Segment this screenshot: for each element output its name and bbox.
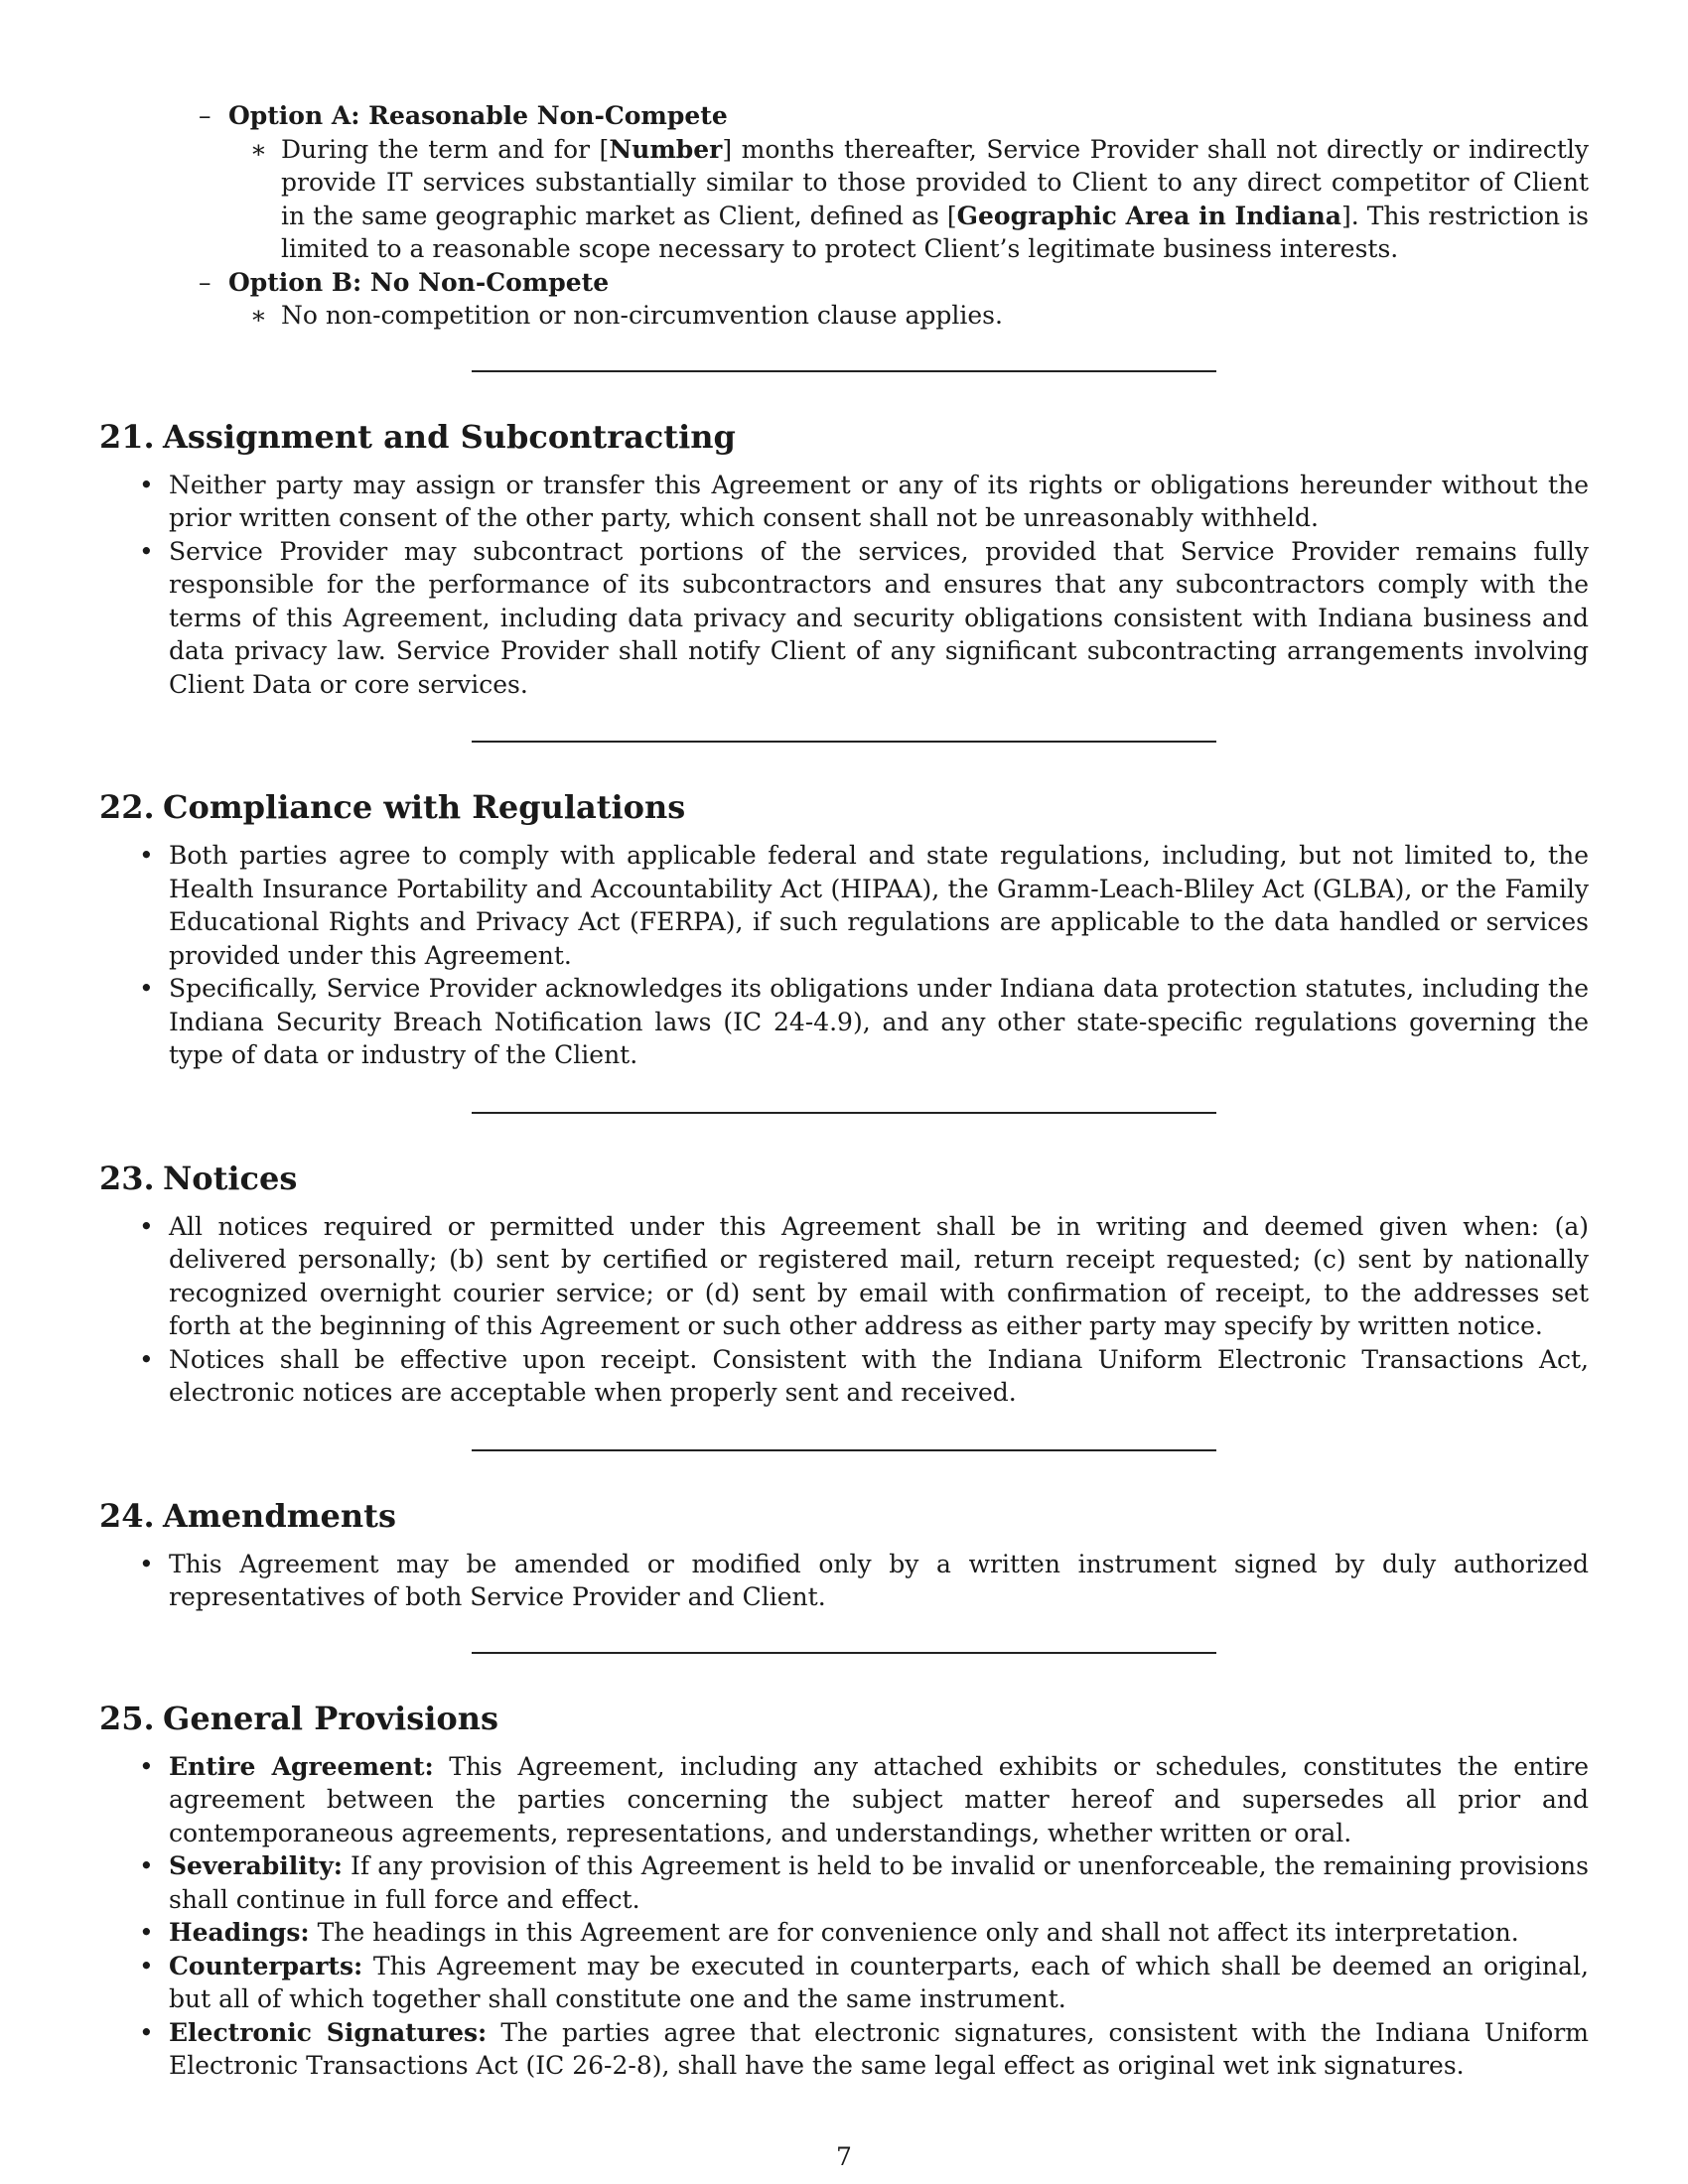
page-content: [99, 99, 1589, 2083]
section-25-list: [99, 1750, 1589, 2083]
list-item: [99, 469, 1589, 535]
section-23-list: [99, 1210, 1589, 1410]
section-number: 23.: [99, 1159, 155, 1197]
star-marker: ∗: [250, 134, 267, 164]
list-item: [99, 972, 1589, 1072]
section-number: 24.: [99, 1496, 155, 1535]
section-number: 21.: [99, 417, 155, 456]
option-a-heading: [99, 99, 1589, 133]
list-item-text: Neither party may assign or transfer this Agreement or any of its rights or obligations hereunder without the prior written consent of the other party, which consent shall not be unreasonably withheld.: [169, 470, 1589, 532]
provision-label: Headings:: [169, 1918, 310, 1947]
list-item-text: Specifically, Service Provider acknowledges its obligations under Indiana data protection statutes, including the Indiana Security Breach Notification laws (IC 24-4.9), and any other state-specific regulations governing the type of data or industry of the Client.: [169, 974, 1589, 1069]
bullet-marker: •: [139, 1918, 154, 1947]
section-title: Compliance with Regulations: [163, 788, 686, 826]
section-number: 22.: [99, 788, 155, 826]
list-item: [99, 535, 1589, 702]
section-divider: [472, 741, 1216, 743]
list-item-counterparts: [99, 1950, 1589, 2016]
provision-text: The parties agree that electronic signatures, consistent with the Indiana Uniform Electronic Transactions Act (IC 26-2-8), shall have the same legal effect as original wet ink signatures.: [169, 2017, 1590, 2080]
list-item-text: Service Provider may subcontract portions of the services, provided that Service Provider remains fully responsible for the performance of its subcontractors and ensures that any subcontractors comply with the terms of this Agreement, including data privacy and security obligations consistent with Indiana business and data privacy law. Service Provider shall notify Client of any significant subcontracting arrangements involving Client Data or core services.: [169, 536, 1589, 699]
section-25-heading: [99, 1699, 1589, 1738]
section-22-list: [99, 839, 1589, 1072]
provision-text: This Agreement may be executed in counterparts, each of which shall be deemed an original, but all of which together shall constitute one and the same instrument.: [169, 1951, 1589, 2013]
option-a-text-2: ] months thereafter, Service Provider shall not directly or indirectly provide IT services substantially similar to those provided to Client to any direct competitor of Client in the same geographic market as Client, defined as [: [281, 134, 1589, 230]
option-a-placeholder-area: Geographic Area in Indiana: [956, 201, 1341, 230]
provision-text: The headings in this Agreement are for convenience only and shall not affect its interpretation.: [309, 1918, 1519, 1947]
bullet-marker: •: [139, 1851, 154, 1880]
list-item-electronic-signatures: [99, 2016, 1589, 2083]
section-divider: [472, 1652, 1216, 1654]
bullet-marker: •: [139, 1344, 154, 1374]
list-item: [99, 839, 1589, 972]
bullet-marker: •: [139, 470, 154, 499]
section-divider: [472, 370, 1216, 372]
option-a-title: Option A: Reasonable Non-Compete: [228, 101, 728, 130]
bullet-marker: •: [139, 1751, 154, 1781]
star-marker: ∗: [250, 301, 267, 330]
option-b-title: Option B: No Non-Compete: [228, 267, 610, 297]
section-title: Notices: [163, 1159, 298, 1197]
bullet-marker: •: [139, 1211, 154, 1241]
provision-text: This Agreement, including any attached exhibits or schedules, constitutes the entire agreement between the parties concerning the subject matter hereof and supersedes all prior and contemporaneous agreements, representations, and understandings, whether written or oral.: [169, 1751, 1589, 1847]
provision-text: If any provision of this Agreement is held to be invalid or unenforceable, the remaining provisions shall continue in full force and effect.: [169, 1851, 1589, 1914]
list-item-text: This Agreement may be amended or modified only by a written instrument signed by duly authorized representatives of both Service Provider and Client.: [169, 1549, 1589, 1611]
list-item-text: Both parties agree to comply with applicable federal and state regulations, including, but not limited to, the Health Insurance Portability and Accountability Act (HIPAA), the Gramm-Leach-Bliley Act (GLBA), or the Family Educational Rights and Privacy Act (FERPA), if such regulations are applicable to the data handled or services provided under this Agreement.: [169, 841, 1589, 970]
list-item-entire-agreement: [99, 1750, 1589, 1850]
section-number: 25.: [99, 1699, 155, 1737]
section-divider: [472, 1449, 1216, 1451]
option-b-text: No non-competition or non-circumvention clause applies.: [281, 301, 1003, 330]
option-b-heading: [99, 266, 1589, 300]
section-title: General Provisions: [163, 1699, 499, 1737]
bullet-marker: •: [139, 841, 154, 870]
list-item-text: Notices shall be effective upon receipt. Consistent with the Indiana Uniform Electronic Transactions Act, electronic notices are acceptable when properly sent and received.: [169, 1344, 1589, 1407]
provision-label: Entire Agreement:: [169, 1751, 434, 1781]
bullet-marker: •: [139, 974, 154, 1003]
section-title: Assignment and Subcontracting: [163, 417, 736, 456]
bullet-marker: •: [139, 2017, 154, 2047]
section-title: Amendments: [163, 1496, 396, 1535]
list-item: [99, 1343, 1589, 1410]
bullet-marker: •: [139, 536, 154, 566]
list-item-severability: [99, 1849, 1589, 1916]
section-divider: [472, 1112, 1216, 1114]
option-a-text-1: During the term and for [: [281, 134, 610, 164]
dash-marker: –: [199, 101, 211, 130]
bullet-marker: •: [139, 1549, 154, 1578]
page-number: 7: [836, 2142, 852, 2171]
list-item-text: All notices required or permitted under this Agreement shall be in writing and deemed given when: (a) delivered personally; (b) sent by certified or registered mail, return receipt requested; (c) sent by nationally recognized overnight courier service; or (d) sent by email with confirmation of receipt, to the addresses set forth at the beginning of this Agreement or such other address as either party may specify by written notice.: [169, 1211, 1589, 1340]
list-item: [99, 1210, 1589, 1343]
section-21-list: [99, 469, 1589, 702]
list-item: [99, 1548, 1589, 1614]
bullet-marker: •: [139, 1951, 154, 1980]
section-24-list: [99, 1548, 1589, 1614]
option-a-clause: [99, 133, 1589, 266]
provision-label: Counterparts:: [169, 1951, 363, 1980]
provision-label: Severability:: [169, 1851, 344, 1880]
section-21-heading: [99, 417, 1589, 457]
section-22-heading: [99, 787, 1589, 827]
provision-label: Electronic Signatures:: [169, 2017, 488, 2047]
option-a-text-3: ]. This restriction is limited to a reasonable scope necessary to protect Client’s legitimate business interests.: [281, 201, 1589, 263]
list-item-headings: [99, 1916, 1589, 1950]
dash-marker: –: [199, 267, 211, 297]
option-b-clause: [99, 299, 1589, 333]
section-23-heading: [99, 1159, 1589, 1198]
section-24-heading: [99, 1496, 1589, 1536]
option-a-placeholder-number: Number: [609, 134, 723, 164]
